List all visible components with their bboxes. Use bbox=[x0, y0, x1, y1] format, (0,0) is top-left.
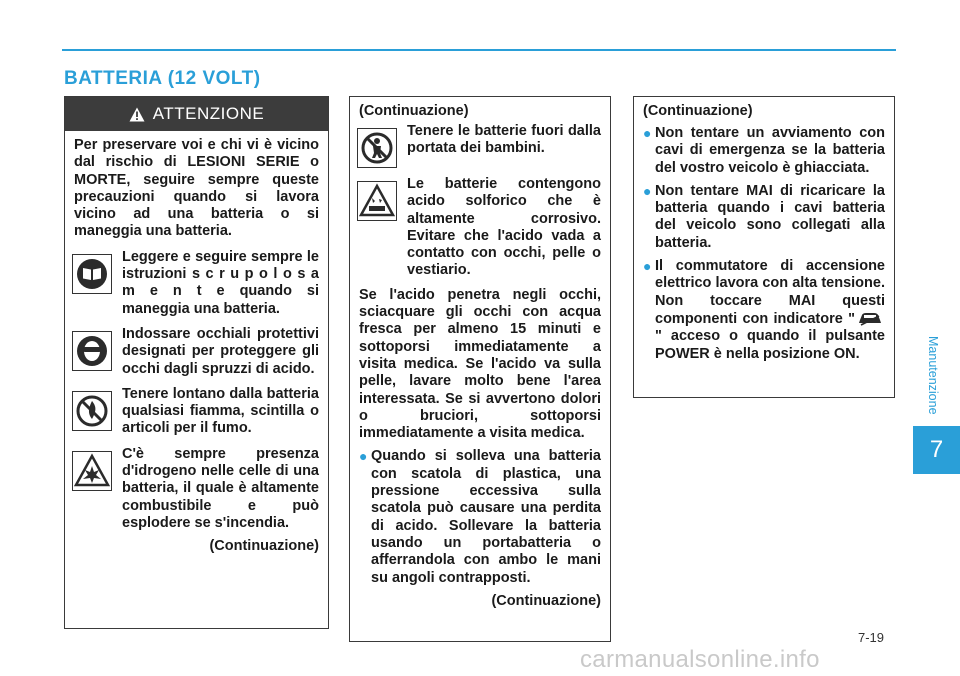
car-indicator-icon bbox=[857, 310, 883, 326]
item-text: Tenere le batterie fuori dalla portata dei bambini. bbox=[407, 123, 601, 157]
bullet-dot: ● bbox=[359, 448, 368, 465]
item-text: Leggere e seguire sempre le istruzioni s c r u p o l o s a m e n t e quando si maneggia una batteria. bbox=[122, 248, 319, 317]
no-flame-icon bbox=[72, 391, 112, 431]
watermark: carmanualsonline.info bbox=[580, 646, 820, 673]
bullet-text-part: Il commutatore di accensione elettrico lavora con alta tensione. Non toccare MAI questi componenti con indicatore " bbox=[655, 258, 885, 327]
list-item bbox=[65, 386, 328, 438]
bullet-dot: ● bbox=[643, 258, 652, 275]
keep-away-children-icon bbox=[357, 128, 397, 168]
list-item bbox=[634, 177, 894, 252]
item-text: Indossare occhiali protettivi designati per proteggere gli occhi dagli spruzzi di acido. bbox=[122, 325, 319, 377]
list-item bbox=[65, 326, 328, 378]
continued-label: (Continuazione) bbox=[359, 103, 469, 119]
safety-goggles-icon bbox=[72, 331, 112, 371]
section-title: BATTERIA (12 VOLT) bbox=[64, 68, 261, 89]
corrosive-warning-icon bbox=[357, 181, 397, 221]
item-text: Le batterie contengono acido solforico che è altamente corrosivo. Evitare che l'acido vada a contatto con occhi, pelle o vestiario. bbox=[407, 176, 601, 279]
bullet-dot: ● bbox=[643, 125, 652, 141]
warning-intro: Per preservare voi e chi vi è vicino dal rischio di LESIONI SERIE o MORTE, seguire sempre queste precauzioni quando si lavora vicino ad una batteria o si maneggia una batteria. bbox=[74, 137, 319, 240]
list-item bbox=[350, 442, 610, 586]
item-text: C'è sempre presenza d'idrogeno nelle celle di una batteria, il quale è altamente combustibile e può esplodere se s'incendia. bbox=[122, 445, 319, 531]
warning-box-2 bbox=[349, 96, 611, 642]
list-item bbox=[65, 446, 328, 532]
side-label-text: Manutenzione bbox=[926, 335, 940, 415]
list-item bbox=[350, 176, 610, 280]
continued-label: (Continuazione) bbox=[209, 538, 319, 555]
warning-box-1 bbox=[64, 96, 329, 629]
warning-triangle-icon bbox=[129, 107, 145, 122]
bullet-text: Non tentare MAI di ricaricare la batteria quando i cavi batteria del veicolo sono collegati alla batteria. bbox=[655, 182, 885, 251]
bullet-text bbox=[655, 258, 885, 363]
item-text: Tenere lontano dalla batteria qualsiasi fiamma, scintilla o articoli per il fumo. bbox=[122, 385, 319, 437]
warning-header-label: ATTENZIONE bbox=[152, 104, 265, 123]
bullet-text: Non tentare un avviamento con cavi di emergenza se la batteria del vostro veicolo è ghiacciata. bbox=[655, 125, 885, 176]
continued-label: (Continuazione) bbox=[491, 592, 601, 609]
continued-label: (Continuazione) bbox=[643, 103, 753, 119]
bullet-dot: ● bbox=[643, 182, 652, 199]
list-item bbox=[634, 252, 894, 363]
side-label bbox=[921, 330, 945, 420]
page-number: 7-19 bbox=[858, 630, 885, 645]
chapter-tab: 7 bbox=[913, 426, 960, 474]
explosion-warning-icon bbox=[72, 451, 112, 491]
manual-book-icon bbox=[72, 254, 112, 294]
acid-first-aid-paragraph: Se l'acido penetra negli occhi, sciacquare gli occhi con acqua fresca per almeno 15 minuti e sottoporsi immediatamente a visita medica. Se l'acido va sulla pelle, lavare molto bene l'area interessata. Se si avvertono dolori o bruciori, sottoporsi immediatamente a visita medica. bbox=[359, 286, 601, 442]
list-item bbox=[634, 119, 894, 177]
bullet-text-part: " acceso o quando il pulsante POWER è nella posizione ON. bbox=[655, 328, 885, 362]
warning-header bbox=[65, 97, 328, 131]
warning-box-3 bbox=[633, 96, 895, 398]
top-rule bbox=[62, 49, 896, 51]
list-item bbox=[350, 123, 610, 168]
bullet-text: Quando si solleva una batteria con scatola di plastica, una pressione eccessiva sulla scatola può causare una perdita di acido. Sollevare la batteria usando un portabatteria o afferrandola con ambo le mani su angoli contrapposti. bbox=[371, 448, 601, 586]
list-item bbox=[65, 249, 328, 318]
